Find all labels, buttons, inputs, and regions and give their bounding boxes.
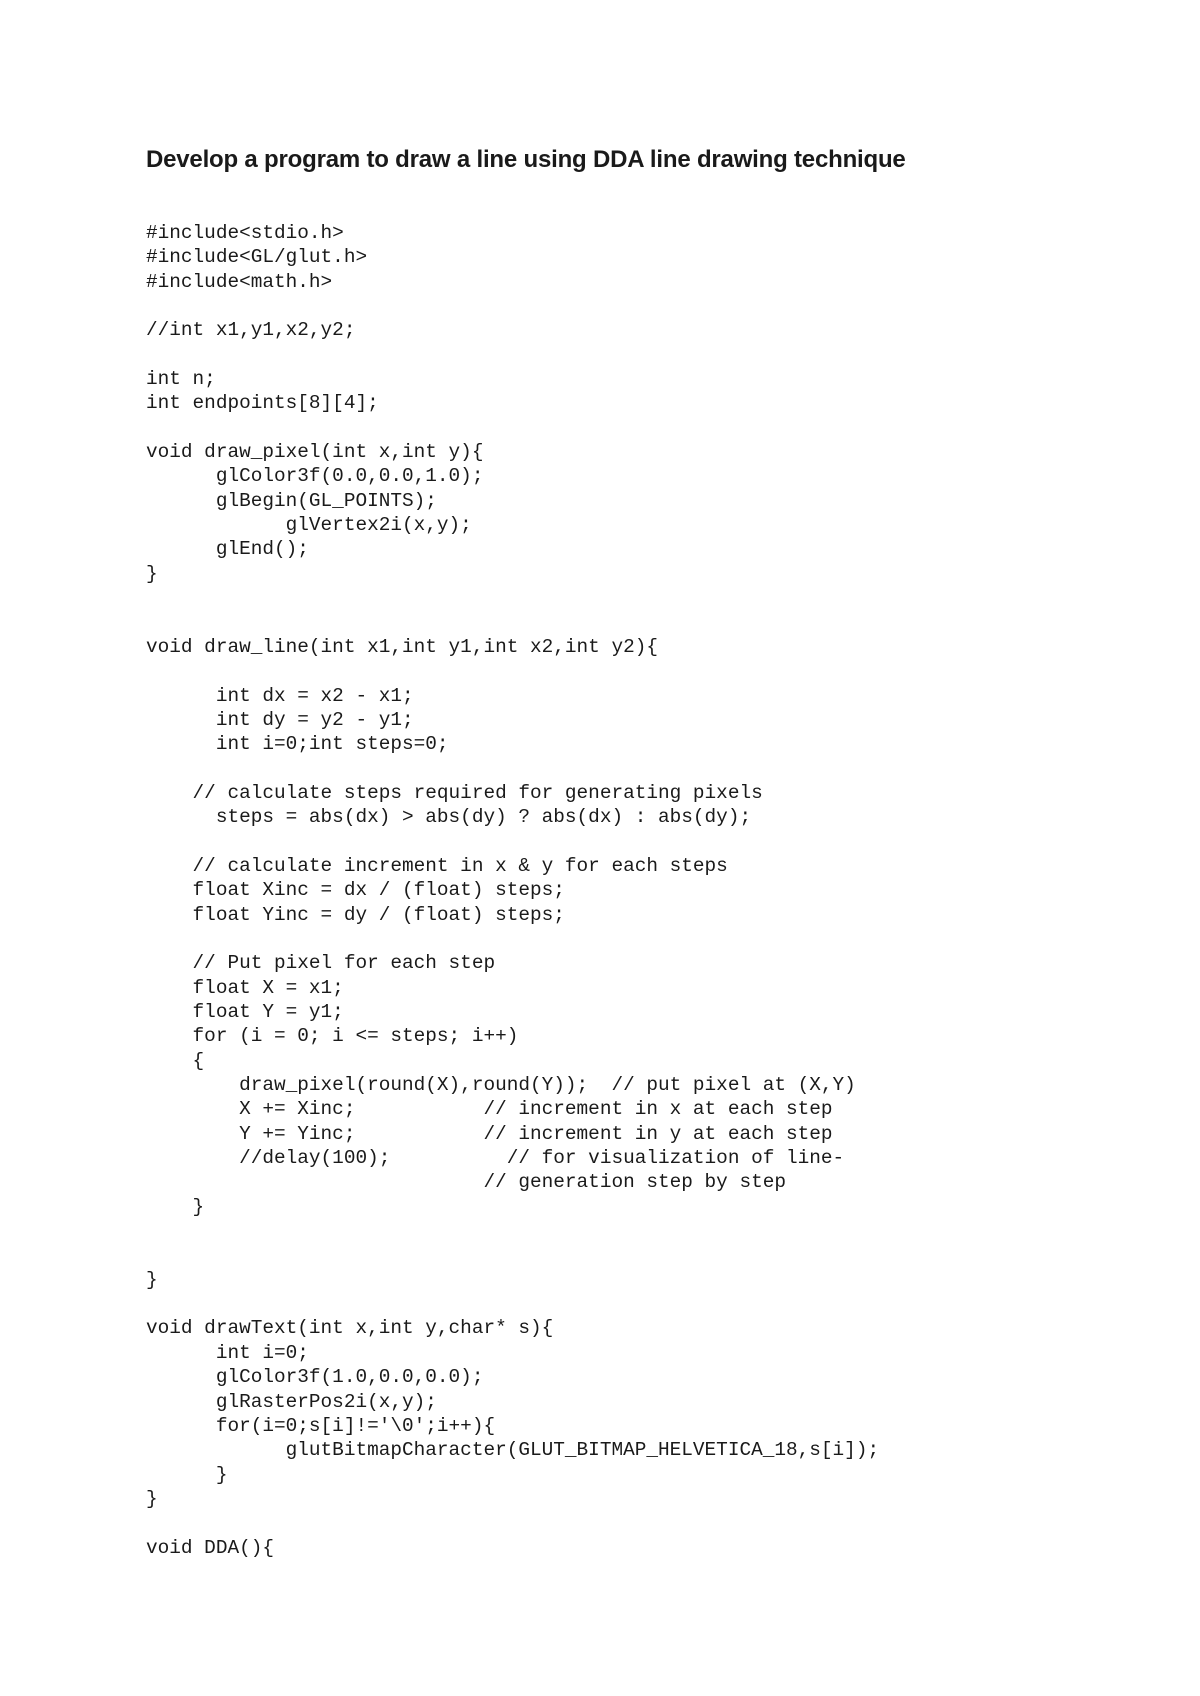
code-line: glutBitmapCharacter(GLUT_BITMAP_HELVETICA_18,s[i]);: [146, 1439, 880, 1462]
code-line: }: [146, 1487, 158, 1510]
code-line: X += Xinc; // increment in x at each step: [146, 1098, 833, 1121]
code-line: int endpoints[8][4];: [146, 392, 379, 415]
code-blank-line: [146, 1511, 879, 1535]
code-line: int dy = y2 - y1;: [146, 708, 414, 731]
code-line: glColor3f(0.0,0.0,1.0);: [146, 465, 484, 488]
code-listing: [146, 221, 879, 1560]
code-line: int n;: [146, 368, 216, 391]
code-blank-line: [146, 586, 879, 610]
code-line: }: [146, 562, 158, 585]
code-blank-line: [146, 757, 879, 781]
code-line: // generation step by step: [146, 1171, 786, 1194]
code-line: int i=0;: [146, 1341, 309, 1364]
code-blank-line: [146, 1243, 879, 1267]
document-title: Develop a program to draw a line using DDA line drawing technique: [146, 146, 906, 173]
code-line: float Xinc = dx / (float) steps;: [146, 879, 565, 902]
code-blank-line: [146, 611, 879, 635]
code-blank-line: [146, 1219, 879, 1243]
code-line: Y += Yinc; // increment in y at each step: [146, 1122, 833, 1145]
code-line: #include<GL/glut.h>: [146, 246, 368, 269]
code-blank-line: [146, 659, 879, 683]
code-blank-line: [146, 1292, 879, 1316]
code-line: //delay(100); // for visualization of line-: [146, 1147, 845, 1170]
code-line: for(i=0;s[i]!='\0';i++){: [146, 1414, 496, 1437]
code-line: glBegin(GL_POINTS);: [146, 489, 437, 512]
code-line: steps = abs(dx) > abs(dy) ? abs(dx) : abs(dy);: [146, 806, 752, 829]
code-line: // Put pixel for each step: [146, 952, 496, 975]
code-line: #include<math.h>: [146, 270, 333, 293]
code-line: }: [146, 1268, 158, 1291]
code-line: void DDA(){: [146, 1536, 274, 1559]
code-line: int i=0;int steps=0;: [146, 733, 449, 756]
code-line: }: [146, 1463, 228, 1486]
code-blank-line: [146, 416, 879, 440]
code-line: glRasterPos2i(x,y);: [146, 1390, 437, 1413]
code-line: for (i = 0; i <= steps; i++): [146, 1025, 519, 1048]
code-line: {: [146, 1049, 205, 1072]
code-line: glEnd();: [146, 538, 309, 561]
code-line: //int x1,y1,x2,y2;: [146, 319, 356, 342]
code-blank-line: [146, 294, 879, 318]
code-line: void draw_line(int x1,int y1,int x2,int y2){: [146, 635, 658, 658]
code-line: glVertex2i(x,y);: [146, 514, 472, 537]
code-line: draw_pixel(round(X),round(Y)); // put pixel at (X,Y): [146, 1074, 856, 1097]
code-blank-line: [146, 927, 879, 951]
code-line: void drawText(int x,int y,char* s){: [146, 1317, 554, 1340]
code-line: void draw_pixel(int x,int y){: [146, 441, 484, 464]
code-line: glColor3f(1.0,0.0,0.0);: [146, 1366, 484, 1389]
code-line: float X = x1;: [146, 976, 344, 999]
code-line: // calculate steps required for generating pixels: [146, 781, 763, 804]
code-line: // calculate increment in x & y for each steps: [146, 854, 728, 877]
code-line: float Y = y1;: [146, 1001, 344, 1023]
code-line: int dx = x2 - x1;: [146, 684, 414, 707]
code-line: #include<stdio.h>: [146, 222, 344, 244]
code-blank-line: [146, 830, 879, 854]
code-blank-line: [146, 343, 879, 367]
code-line: }: [146, 1195, 205, 1218]
code-line: float Yinc = dy / (float) steps;: [146, 903, 565, 926]
